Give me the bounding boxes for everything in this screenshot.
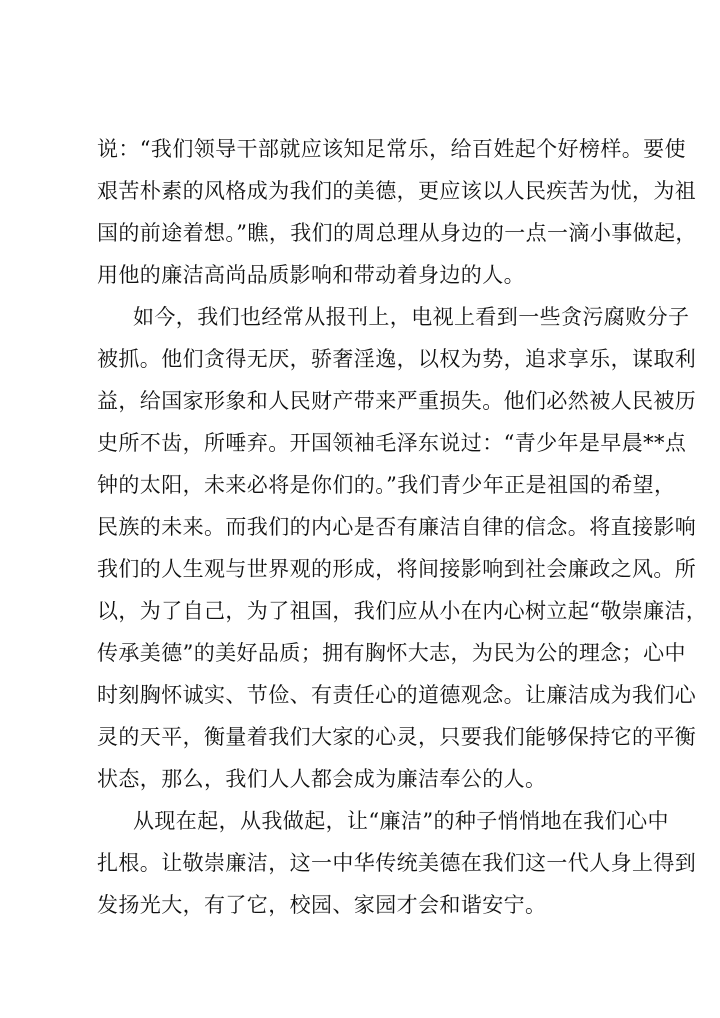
text-line: 说：“我们领导干部就应该知足常乐，给百姓起个好榜样。要使 [97, 137, 686, 161]
text-line: 扎根。让敬崇廉洁，这一中华传统美德在我们这一代人身上得到 [97, 851, 697, 875]
paragraph-first-line: 从现在起，从我做起，让“廉洁”的种子悄悄地在我们心中 [133, 809, 669, 833]
text-line: 状态，那么，我们人人都会成为廉洁奉公的人。 [97, 767, 547, 791]
text-line: 发扬光大，有了它，校园、家园才会和谐安宁。 [97, 893, 547, 917]
text-line: 钟的太阳，未来必将是你们的。”我们青少年正是祖国的希望， [97, 473, 676, 497]
text-line: 传承美德”的美好品质；拥有胸怀大志，为民为公的理念；心中 [97, 641, 686, 665]
text-line: 我们的人生观与世界观的形成，将间接影响到社会廉政之风。所 [97, 557, 697, 581]
text-line: 民族的未来。而我们的内心是否有廉洁自律的信念。将直接影响 [97, 515, 697, 539]
text-line: 被抓。他们贪得无厌，骄奢淫逸，以权为势，追求享乐，谋取利 [97, 347, 697, 371]
text-line: 益，给国家形象和人民财产带来严重损失。他们必然被人民被历 [97, 389, 697, 413]
text-line: 用他的廉洁高尚品质影响和带动着身边的人。 [97, 263, 525, 287]
text-line: 以，为了自己，为了祖国，我们应从小在内心树立起“敬崇廉洁， [97, 599, 708, 623]
text-line: 灵的天平，衡量着我们大家的心灵，只要我们能够保持它的平衡 [97, 725, 697, 749]
text-line: 史所不齿，所唾弃。开国领袖毛泽东说过：“青少年是早晨**点 [97, 431, 687, 455]
text-line: 时刻胸怀诚实、节俭、有责任心的道德观念。让廉洁成为我们心 [97, 683, 697, 707]
text-line: 国的前途着想。”瞧，我们的周总理从身边的一点一滴小事做起， [97, 221, 697, 245]
text-line: 艰苦朴素的风格成为我们的美德，更应该以人民疾苦为忧，为祖 [97, 179, 697, 203]
paragraph-first-line: 如今，我们也经常从报刊上，电视上看到一些贪污腐败分子 [133, 305, 690, 329]
